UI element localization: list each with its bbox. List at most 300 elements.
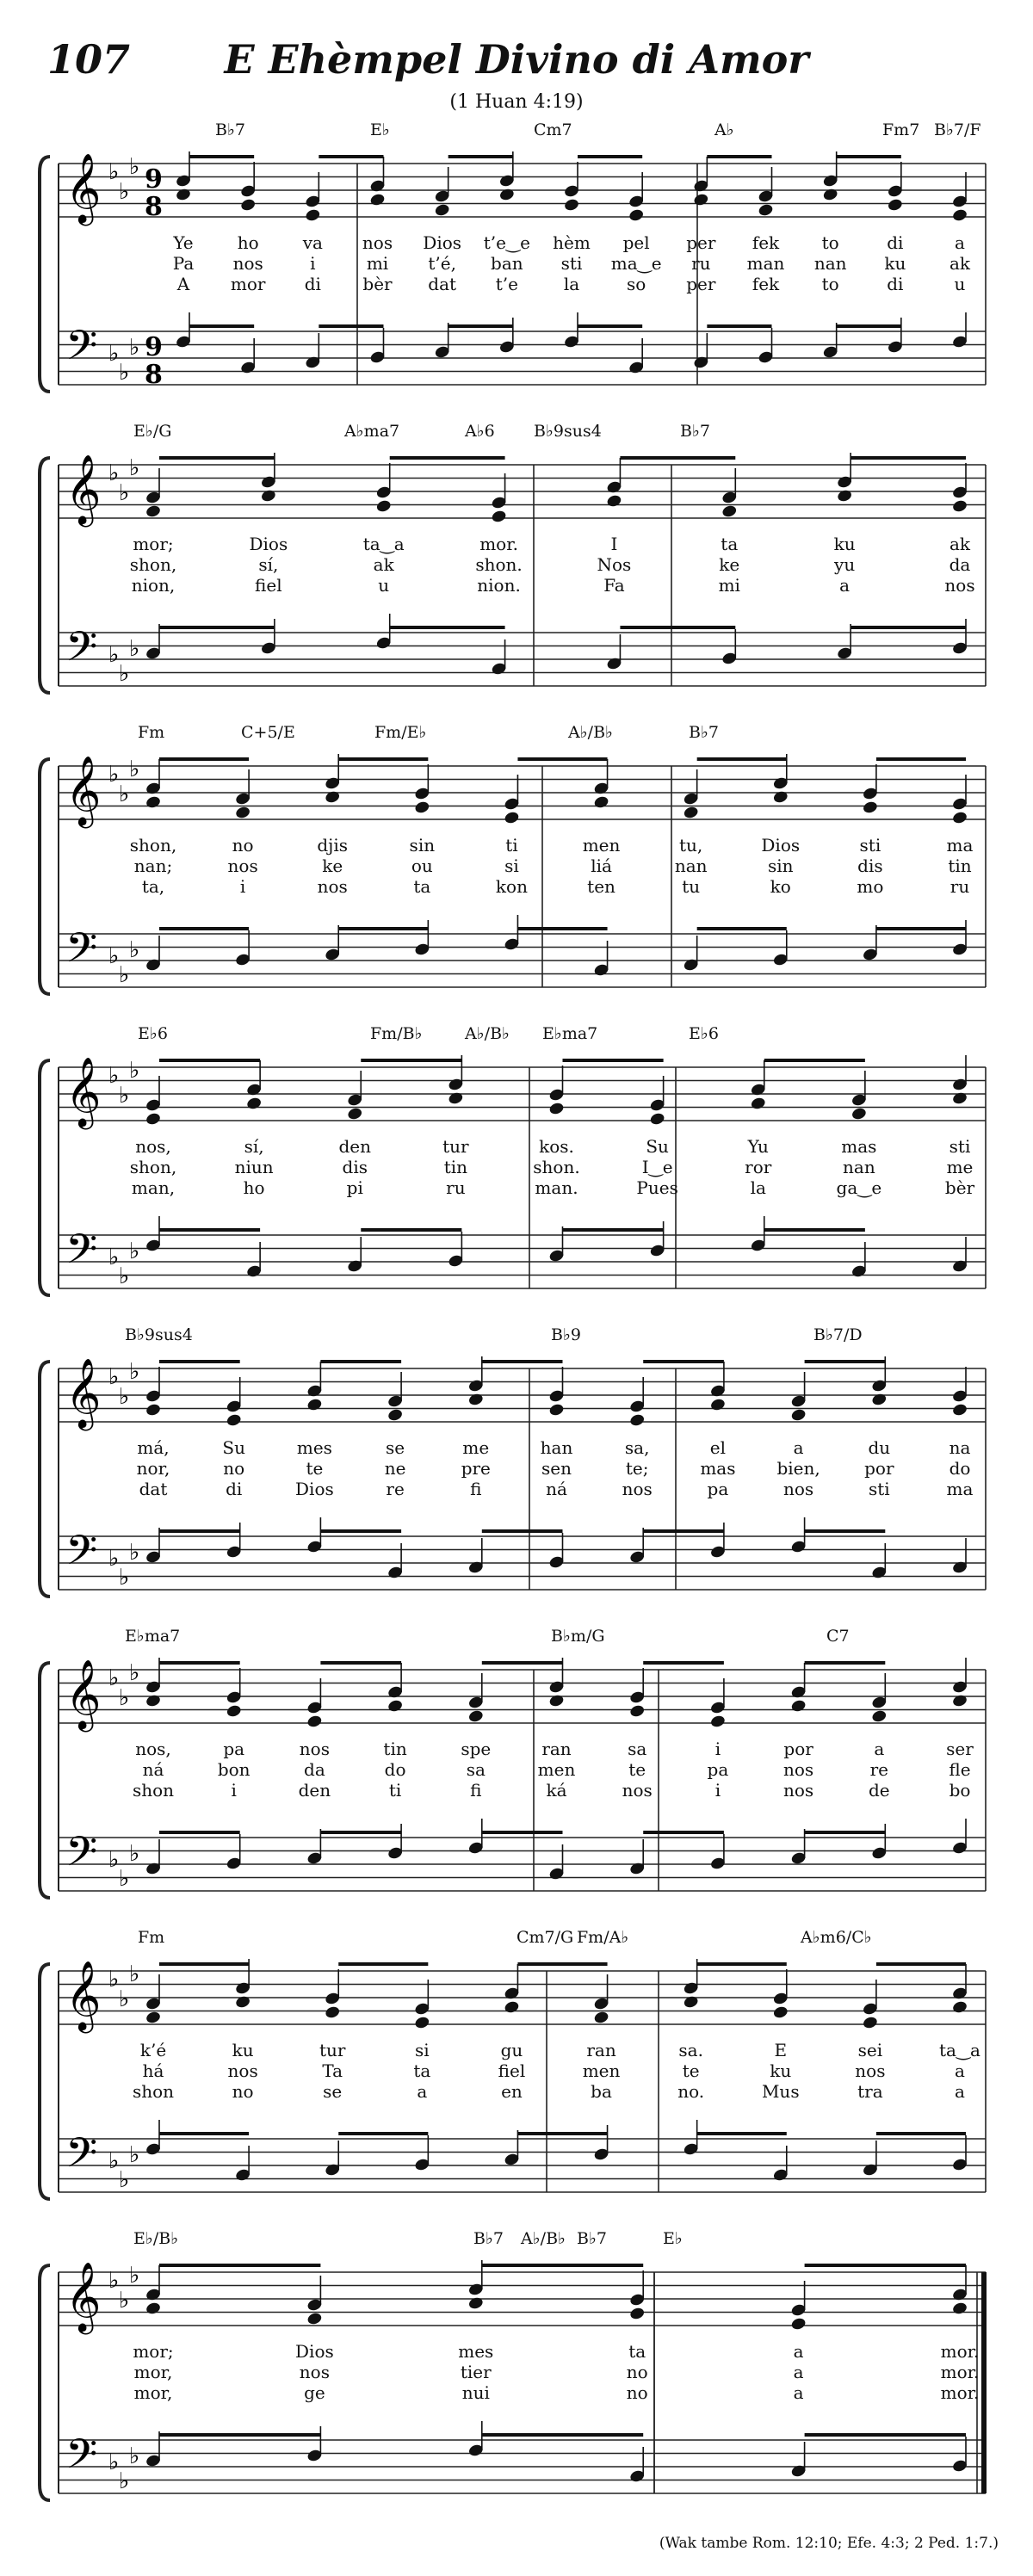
harmony-notehead xyxy=(871,1709,888,1724)
key-signature-flat-icon: ♭ xyxy=(119,480,130,506)
lyric-verse-1: E xyxy=(774,2040,788,2060)
lyric-verse-3: bo xyxy=(949,1780,971,1801)
harmony-notehead xyxy=(145,2011,161,2025)
lyric-verse-2: tier xyxy=(460,2362,492,2382)
key-signature-flat-icon: ♭ xyxy=(119,1685,130,1711)
lyric-verse-3: i xyxy=(231,1780,237,1801)
key-signature-flat-icon: ♭ xyxy=(119,1083,130,1109)
lyric-verse-1: mes xyxy=(458,2341,494,2362)
lyric-verse-3: ba xyxy=(591,2081,612,2102)
chord-symbol: Fm xyxy=(138,723,165,742)
chord-symbol: A♭m6/C♭ xyxy=(801,1928,872,1947)
lyric-verse-2: mas xyxy=(700,1458,736,1479)
lyric-verse-1: shon, xyxy=(129,835,177,856)
lyric-verse-1: ta xyxy=(721,534,739,554)
lyric-verse-2: sti xyxy=(560,253,583,274)
chord-symbol: E♭ma7 xyxy=(125,1627,181,1646)
harmony-notehead xyxy=(951,208,968,223)
lyric-verse-3: Mus xyxy=(761,2081,800,2102)
lyric-verse-1: má, xyxy=(137,1437,170,1458)
chord-symbol: E♭ xyxy=(663,2229,683,2248)
lyric-verse-2: shon. xyxy=(533,1157,580,1177)
treble-clef-icon: 𝄞 xyxy=(65,454,102,524)
music-system xyxy=(0,2229,1033,2530)
harmony-notehead xyxy=(498,188,515,202)
key-signature-flat-icon: ♭ xyxy=(129,2263,140,2289)
lyric-verse-2: nan xyxy=(674,856,708,876)
key-signature-flat-icon: ♭ xyxy=(119,2167,130,2193)
chord-symbol: Cm7/G xyxy=(516,1928,574,1947)
chord-symbol: Cm7 xyxy=(534,120,572,139)
lyric-verse-1: djis xyxy=(317,835,349,856)
lyric-verse-1: si xyxy=(414,2040,430,2060)
time-signature-bottom: 8 xyxy=(145,360,163,390)
harmony-notehead xyxy=(145,1694,161,1708)
lyric-verse-3: per xyxy=(686,274,716,294)
harmony-notehead xyxy=(693,193,709,207)
lyric-verse-2: men xyxy=(537,1759,576,1780)
key-signature-flat-icon: ♭ xyxy=(129,1239,140,1264)
chord-symbol: B♭7/F xyxy=(934,120,981,139)
key-signature-flat-icon: ♭ xyxy=(108,460,120,486)
lyric-verse-3: u xyxy=(954,274,966,294)
lyric-verse-1: el xyxy=(709,1437,727,1458)
lyric-verse-3: bèr xyxy=(362,274,393,294)
key-signature-flat-icon: ♭ xyxy=(108,1847,120,1873)
system-bracket xyxy=(40,458,50,693)
lyric-verse-2: liá xyxy=(591,856,612,876)
lyric-verse-3: no. xyxy=(677,2081,705,2102)
lyric-verse-2: man xyxy=(746,253,785,274)
key-signature-flat-icon: ♭ xyxy=(108,1063,120,1089)
treble-clef-icon: 𝄞 xyxy=(65,1357,102,1428)
lyric-verse-3: nos xyxy=(622,1479,653,1499)
lyric-verse-1: du xyxy=(868,1437,891,1458)
key-signature-flat-icon: ♭ xyxy=(129,1841,140,1867)
key-signature-flat-icon: ♭ xyxy=(129,1359,140,1385)
lyric-verse-1: Su xyxy=(646,1136,669,1157)
harmony-notehead xyxy=(387,1408,404,1423)
key-signature-flat-icon: ♭ xyxy=(108,2268,120,2294)
chord-symbol: A♭/B♭ xyxy=(465,1024,510,1043)
key-signature-flat-icon: ♭ xyxy=(119,2468,130,2494)
key-signature-flat-icon: ♭ xyxy=(108,1245,120,1270)
lyric-verse-3: i xyxy=(714,1780,721,1801)
lyric-verse-1: Yu xyxy=(747,1136,769,1157)
lyric-verse-1: kos. xyxy=(539,1136,574,1157)
key-signature-flat-icon: ♭ xyxy=(129,154,140,180)
chord-symbol: E♭ma7 xyxy=(542,1024,598,1043)
harmony-notehead xyxy=(145,1403,161,1418)
chord-symbol: A♭/B♭ xyxy=(521,2229,566,2248)
chord-symbol: B♭7/D xyxy=(813,1325,863,1344)
lyric-verse-1: gu xyxy=(500,2040,523,2060)
lyric-verse-3: pi xyxy=(346,1177,363,1198)
time-signature-top: 9 xyxy=(145,164,163,195)
lyric-verse-3: kon xyxy=(495,876,528,897)
chord-symbol: B♭7 xyxy=(689,723,720,742)
lyric-verse-1: a xyxy=(793,2341,804,2362)
lyric-verse-3: ten xyxy=(587,876,615,897)
lyric-verse-3: ná xyxy=(546,1479,567,1499)
lyric-verse-3: fi xyxy=(470,1479,482,1499)
lyric-verse-2: no xyxy=(626,2362,648,2382)
lyric-verse-2: bon xyxy=(217,1759,251,1780)
lyric-verse-3: en xyxy=(501,2081,523,2102)
harmony-notehead xyxy=(226,1704,242,1719)
time-signature-bottom: 8 xyxy=(145,192,163,222)
key-signature-flat-icon: ♭ xyxy=(129,2443,140,2469)
harmony-notehead xyxy=(240,198,257,213)
lyric-verse-2: te xyxy=(628,1759,646,1780)
harmony-notehead xyxy=(175,188,191,202)
key-signature-flat-icon: ♭ xyxy=(108,1546,120,1572)
treble-clef-icon: 𝄞 xyxy=(65,1960,102,2030)
lyric-verse-1: nos xyxy=(362,232,393,253)
lyric-verse-1: ta‿a xyxy=(362,534,405,554)
lyric-verse-2: tin xyxy=(948,856,972,876)
lyric-verse-3: mor. xyxy=(940,2382,980,2403)
system-bracket xyxy=(40,1362,50,1597)
key-signature-flat-icon: ♭ xyxy=(129,757,140,782)
key-signature-flat-icon: ♭ xyxy=(119,1565,130,1591)
key-signature-flat-icon: ♭ xyxy=(108,341,120,367)
lyric-verse-1: sin xyxy=(409,835,436,856)
lyric-verse-2: fle xyxy=(949,1759,971,1780)
lyric-verse-3: nui xyxy=(461,2382,490,2403)
harmony-notehead xyxy=(548,1403,565,1418)
harmony-notehead xyxy=(414,800,430,815)
treble-clef-icon: 𝄞 xyxy=(65,152,102,223)
lyric-verse-3: di xyxy=(226,1479,243,1499)
lyric-verse-3: den xyxy=(298,1780,331,1801)
lyric-verse-2: yu xyxy=(834,554,856,575)
lyric-verse-3: fek xyxy=(752,274,780,294)
chord-symbol: A♭6 xyxy=(465,422,495,441)
key-signature-flat-icon: ♭ xyxy=(119,781,130,807)
harmony-notehead xyxy=(709,1398,726,1412)
key-signature-flat-icon: ♭ xyxy=(108,1364,120,1390)
key-signature-flat-icon: ♭ xyxy=(108,1967,120,1992)
lyric-verse-3: i xyxy=(239,876,246,897)
time-signature-top: 9 xyxy=(145,332,163,362)
lyric-verse-2: mi xyxy=(366,253,389,274)
lyric-verse-1: men xyxy=(582,835,621,856)
lyric-verse-1: ran xyxy=(586,2040,616,2060)
harmony-notehead xyxy=(563,198,579,213)
harmony-notehead xyxy=(790,1699,807,1714)
chord-symbol: Fm/E♭ xyxy=(374,723,427,742)
lyric-verse-1: Su xyxy=(222,1437,245,1458)
harmony-notehead xyxy=(862,2016,878,2030)
harmony-notehead xyxy=(887,198,903,213)
lyric-verse-2: nos xyxy=(855,2060,886,2081)
lyric-verse-3: la xyxy=(750,1177,766,1198)
lyric-verse-1: nos, xyxy=(135,1739,171,1759)
lyric-verse-2: a xyxy=(955,2060,965,2081)
harmony-notehead xyxy=(871,1393,888,1407)
lyric-verse-3: mor xyxy=(230,274,266,294)
lyric-verse-1: ho xyxy=(237,232,259,253)
key-signature-flat-icon: ♭ xyxy=(129,1660,140,1686)
system-bracket xyxy=(40,1964,50,2199)
lyric-verse-2: sí, xyxy=(258,554,279,575)
lyric-verse-2: bien, xyxy=(776,1458,820,1479)
harmony-notehead xyxy=(235,1995,251,2010)
lyric-verse-2: sen xyxy=(541,1458,572,1479)
lyric-verse-1: per xyxy=(686,232,716,253)
harmony-notehead xyxy=(790,2317,807,2332)
lyric-verse-1: no xyxy=(232,835,254,856)
lyric-verse-3: ge xyxy=(304,2382,325,2403)
music-system xyxy=(0,1928,1033,2229)
lyric-verse-3: mor, xyxy=(133,2382,173,2403)
bass-clef-icon: 𝄢 xyxy=(65,321,98,380)
lyric-verse-2: nos xyxy=(299,2362,330,2382)
lyric-verse-1: mor; xyxy=(133,534,174,554)
lyric-verse-2: shon, xyxy=(129,1157,177,1177)
lyric-verse-1: Dios xyxy=(761,835,801,856)
key-signature-flat-icon: ♭ xyxy=(119,179,130,205)
harmony-notehead xyxy=(606,494,622,509)
harmony-notehead xyxy=(683,806,699,820)
lyric-verse-3: pa xyxy=(707,1479,729,1499)
lyric-verse-1: mes xyxy=(296,1437,332,1458)
harmony-notehead xyxy=(758,203,774,218)
lyric-verse-2: ror xyxy=(745,1157,772,1177)
lyric-verse-3: a xyxy=(955,2081,965,2102)
lyric-verse-3: fiel xyxy=(255,575,282,596)
lyric-verse-2: ma‿e xyxy=(610,253,662,274)
lyric-verse-1: Dios xyxy=(249,534,288,554)
lyric-verse-2: ná xyxy=(142,1759,164,1780)
lyric-verse-3: ru xyxy=(446,1177,466,1198)
lyric-verse-3: a xyxy=(839,575,851,596)
harmony-notehead xyxy=(235,806,251,820)
lyric-verse-2: nan; xyxy=(133,856,173,876)
lyric-verse-3: shon xyxy=(132,1780,175,1801)
harmony-notehead xyxy=(951,2000,968,2015)
lyric-verse-2: há xyxy=(142,2060,164,2081)
harmony-notehead xyxy=(951,1694,968,1708)
harmony-notehead xyxy=(467,1393,484,1407)
key-signature-flat-icon: ♭ xyxy=(129,2142,140,2168)
key-signature-flat-icon: ♭ xyxy=(119,1263,130,1289)
lyric-verse-3: ta xyxy=(413,876,431,897)
key-signature-flat-icon: ♭ xyxy=(108,762,120,788)
lyric-verse-1: va xyxy=(302,232,323,253)
lyric-verse-1: ku xyxy=(833,534,856,554)
harmony-notehead xyxy=(629,2307,646,2321)
lyric-verse-2: da xyxy=(949,554,971,575)
lyric-verse-2: a xyxy=(793,2362,804,2382)
bass-clef-icon: 𝄢 xyxy=(65,924,98,982)
treble-clef-icon: 𝄞 xyxy=(65,2261,102,2332)
chord-symbol: A♭ma7 xyxy=(344,422,400,441)
lyric-verse-3: ta, xyxy=(141,876,165,897)
lyric-verse-1: ti xyxy=(505,835,518,856)
lyric-verse-3: dat xyxy=(428,274,457,294)
key-signature-flat-icon: ♭ xyxy=(108,159,120,185)
music-system xyxy=(0,1627,1033,1928)
lyric-verse-1: sa, xyxy=(624,1437,650,1458)
lyric-verse-1: sa xyxy=(628,1739,647,1759)
lyric-verse-2: shon. xyxy=(475,554,523,575)
lyric-verse-1: tur xyxy=(319,2040,346,2060)
lyric-verse-2: por xyxy=(864,1458,894,1479)
lyric-verse-2: ban xyxy=(491,253,523,274)
chord-symbol: C+5/E xyxy=(241,723,295,742)
lyric-verse-3: t’e xyxy=(495,274,518,294)
chord-symbol: B♭7 xyxy=(680,422,711,441)
lyric-verse-2: fiel xyxy=(498,2060,526,2081)
lyric-verse-2: mor, xyxy=(133,2362,173,2382)
lyric-verse-2: nan xyxy=(843,1157,875,1177)
lyric-verse-1: ku xyxy=(232,2040,254,2060)
lyric-verse-1: Dios xyxy=(423,232,462,253)
harmony-notehead xyxy=(629,1413,646,1428)
lyric-verse-3: ma xyxy=(946,1479,974,1499)
chord-symbol: B♭9 xyxy=(551,1325,582,1344)
harmony-notehead xyxy=(790,1408,807,1423)
lyric-verse-3: ho xyxy=(243,1177,265,1198)
harmony-notehead xyxy=(649,1112,665,1127)
harmony-notehead xyxy=(306,1714,323,1729)
lyric-verse-1: hèm xyxy=(553,232,591,253)
music-system xyxy=(0,120,1033,422)
hymn-number: 107 xyxy=(47,36,131,83)
lyric-verse-1: mas xyxy=(841,1136,877,1157)
chord-symbol: A♭ xyxy=(714,120,734,139)
system-bracket xyxy=(40,2265,50,2500)
harmony-notehead xyxy=(448,1091,464,1106)
lyric-verse-3: tu xyxy=(682,876,701,897)
lyric-verse-1: ak xyxy=(949,534,971,554)
chord-symbol: Fm/B♭ xyxy=(370,1024,423,1043)
lyric-verse-2: pa xyxy=(707,1759,729,1780)
lyric-verse-3: de xyxy=(868,1780,890,1801)
bass-clef-icon: 𝄢 xyxy=(65,1225,98,1283)
harmony-notehead xyxy=(837,489,853,503)
lyric-verse-1: mor; xyxy=(133,2341,174,2362)
lyric-verse-2: te xyxy=(682,2060,700,2081)
lyric-verse-2: t’é, xyxy=(428,253,456,274)
chord-symbol: Fm/A♭ xyxy=(577,1928,629,1947)
harmony-notehead xyxy=(467,1709,484,1724)
harmony-notehead xyxy=(226,1413,242,1428)
harmony-notehead xyxy=(750,1096,766,1111)
lyric-verse-3: di xyxy=(304,274,321,294)
lyric-verse-3: Pues xyxy=(636,1177,678,1198)
chord-symbol: E♭/B♭ xyxy=(133,2229,179,2248)
scripture-reference: (1 Huan 4:19) xyxy=(449,91,584,113)
harmony-notehead xyxy=(721,504,738,519)
lyric-verse-2: sin xyxy=(767,856,794,876)
lyric-verse-2: te xyxy=(306,1458,324,1479)
key-signature-flat-icon: ♭ xyxy=(129,455,140,481)
lyric-verse-3: la xyxy=(563,274,580,294)
lyric-verse-3: mo xyxy=(857,876,884,897)
lyric-verse-1: sa. xyxy=(678,2040,703,2060)
lyric-verse-1: han xyxy=(540,1437,573,1458)
harmony-notehead xyxy=(951,811,968,825)
lyric-verse-3: no xyxy=(232,2081,254,2102)
harmony-notehead xyxy=(325,790,341,805)
lyric-verse-2: dis xyxy=(342,1157,368,1177)
bass-clef-icon: 𝄢 xyxy=(65,2430,98,2488)
lyric-verse-3: re xyxy=(386,1479,405,1499)
system-bracket xyxy=(40,1060,50,1295)
lyric-verse-1: nos, xyxy=(135,1136,171,1157)
lyric-verse-3: shon xyxy=(132,2081,175,2102)
lyric-verse-2: ne xyxy=(384,1458,406,1479)
system-bracket xyxy=(40,1663,50,1898)
lyric-verse-2: do xyxy=(384,1759,406,1780)
lyric-verse-1: ma xyxy=(946,835,974,856)
harmony-notehead xyxy=(629,1704,646,1719)
harmony-notehead xyxy=(593,795,609,810)
lyric-verse-1: t’e‿e xyxy=(483,232,530,253)
chord-symbol: A♭/B♭ xyxy=(568,723,614,742)
hymn-header xyxy=(0,0,1033,120)
key-signature-flat-icon: ♭ xyxy=(129,937,140,963)
chord-symbol: Fm7 xyxy=(882,120,920,139)
chord-symbol: E♭6 xyxy=(138,1024,168,1043)
harmony-notehead xyxy=(145,1112,161,1127)
lyric-verse-2: si xyxy=(504,856,519,876)
lyric-verse-2: nan xyxy=(813,253,847,274)
lyric-verse-1: ran xyxy=(541,1739,572,1759)
chord-symbol: B♭9sus4 xyxy=(534,422,602,441)
harmony-notehead xyxy=(709,1714,726,1729)
lyric-verse-2: mor. xyxy=(940,2362,980,2382)
chord-symbol: B♭m/G xyxy=(551,1627,605,1646)
lyric-verse-1: mor. xyxy=(479,534,518,554)
lyric-verse-3: man, xyxy=(131,1177,176,1198)
lyric-verse-3: ti xyxy=(388,1780,402,1801)
lyric-verse-2: ak xyxy=(949,253,971,274)
music-system xyxy=(0,422,1033,723)
hymn-title: E Ehèmpel Divino di Amor xyxy=(224,36,809,83)
harmony-notehead xyxy=(325,2005,341,2020)
lyric-verse-3: ko xyxy=(770,876,791,897)
lyric-verse-3: nos xyxy=(783,1479,814,1499)
lyric-verse-3: nos xyxy=(783,1780,814,1801)
treble-clef-icon: 𝄞 xyxy=(65,755,102,825)
lyric-verse-1: ta‿a xyxy=(939,2040,980,2060)
lyric-verse-2: pre xyxy=(461,1458,491,1479)
lyric-verse-2: I‿e xyxy=(641,1157,673,1177)
lyric-verse-1: to xyxy=(821,232,839,253)
harmony-notehead xyxy=(951,1403,968,1418)
chord-symbol: C7 xyxy=(826,1627,850,1646)
lyric-verse-3: so xyxy=(627,274,646,294)
lyric-verse-1: na xyxy=(949,1437,971,1458)
bass-clef-icon: 𝄢 xyxy=(65,2128,98,2187)
key-signature-flat-icon: ♭ xyxy=(108,1665,120,1691)
harmony-notehead xyxy=(822,188,838,202)
harmony-notehead xyxy=(246,1096,263,1111)
lyric-verse-3: no xyxy=(626,2382,648,2403)
harmony-notehead xyxy=(548,1102,565,1116)
chord-symbol: Fm xyxy=(138,1928,165,1947)
lyric-verse-2: nos xyxy=(232,253,263,274)
lyric-verse-2: Ta xyxy=(322,2060,343,2081)
key-signature-flat-icon: ♭ xyxy=(119,962,130,988)
lyric-verse-2: nos xyxy=(227,2060,258,2081)
key-signature-flat-icon: ♭ xyxy=(119,360,130,386)
harmony-notehead xyxy=(306,1398,323,1412)
